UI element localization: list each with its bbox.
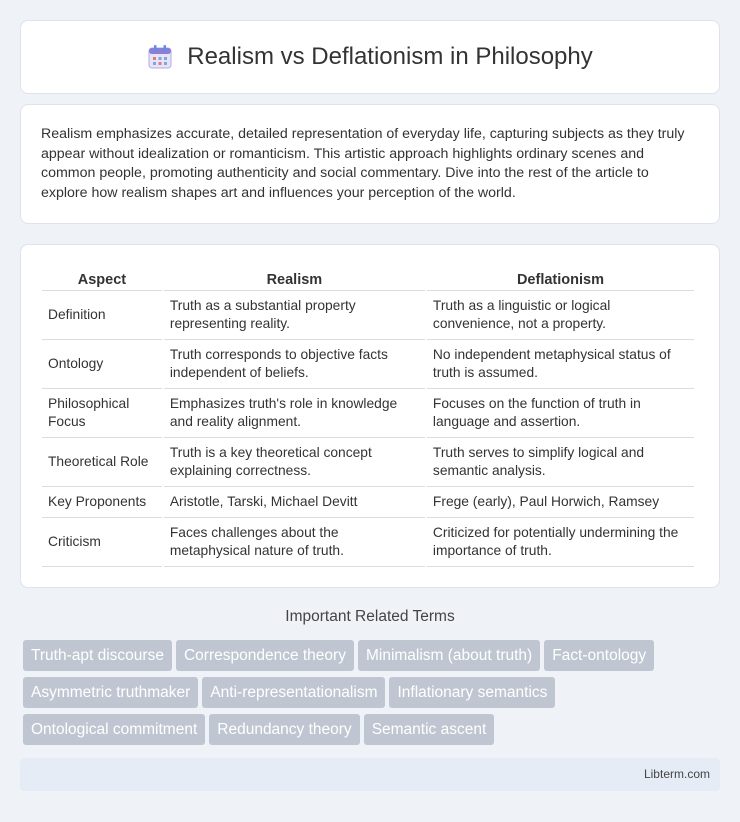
deflationism-cell: No independent metaphysical status of truth is assumed.	[427, 340, 694, 389]
related-term-tag[interactable]: Correspondence theory	[176, 640, 354, 671]
table-row	[42, 438, 694, 487]
column-header-realism: Realism	[164, 265, 425, 291]
aspect-cell: Key Proponents	[42, 487, 162, 518]
related-term-tag[interactable]: Fact-ontology	[544, 640, 654, 671]
related-term-tag[interactable]: Asymmetric truthmaker	[23, 677, 198, 708]
deflationism-cell: Truth as a linguistic or logical convenience, not a property.	[427, 291, 694, 340]
deflationism-cell: Focuses on the function of truth in language and assertion.	[427, 389, 694, 438]
intro-text: Realism emphasizes accurate, detailed representation of everyday life, capturing subjects as they truly appear without idealization or romanticism. This artistic approach highlights ordinary scenes and common people, promoting authenticity and social commentary. Dive into the rest of the article to explore how realism shapes art and influences your perception of the world.	[41, 126, 685, 201]
realism-cell: Truth as a substantial property representing reality.	[164, 291, 425, 340]
realism-cell: Truth corresponds to objective facts independent of beliefs.	[164, 340, 425, 389]
column-header-aspect: Aspect	[42, 265, 162, 291]
header-card	[20, 20, 720, 94]
realism-cell: Truth is a key theoretical concept explaining correctness.	[164, 438, 425, 487]
deflationism-cell: Frege (early), Paul Horwich, Ramsey	[427, 487, 694, 518]
table-row	[42, 389, 694, 438]
aspect-cell: Philosophical Focus	[42, 389, 162, 438]
aspect-cell: Ontology	[42, 340, 162, 389]
related-term-tag[interactable]: Redundancy theory	[209, 714, 359, 745]
comparison-table	[40, 265, 696, 567]
comparison-table-card	[20, 244, 720, 588]
realism-cell: Faces challenges about the metaphysical nature of truth.	[164, 518, 425, 567]
footer-site-link[interactable]: Libterm.com	[643, 767, 710, 781]
page-title: Realism vs Deflationism in Philosophy	[187, 43, 593, 70]
related-term-tag[interactable]: Inflationary semantics	[389, 677, 555, 708]
related-terms-title: Important Related Terms	[285, 608, 455, 625]
related-term-tag[interactable]: Minimalism (about truth)	[358, 640, 540, 671]
table-row	[42, 340, 694, 389]
intro-card	[20, 104, 720, 224]
column-header-deflationism: Deflationism	[427, 265, 694, 291]
aspect-cell: Definition	[42, 291, 162, 340]
deflationism-cell: Truth serves to simplify logical and semantic analysis.	[427, 438, 694, 487]
deflationism-cell: Criticized for potentially undermining the importance of truth.	[427, 518, 694, 567]
related-term-tag[interactable]: Semantic ascent	[364, 714, 495, 745]
table-row	[42, 487, 694, 518]
related-term-tag[interactable]: Anti-representationalism	[202, 677, 385, 708]
footer	[20, 758, 720, 791]
aspect-cell: Theoretical Role	[42, 438, 162, 487]
related-term-tag[interactable]: Truth-apt discourse	[23, 640, 172, 671]
related-terms-list	[20, 640, 720, 751]
table-row	[42, 518, 694, 567]
realism-cell: Aristotle, Tarski, Michael Devitt	[164, 487, 425, 518]
related-term-tag[interactable]: Ontological commitment	[23, 714, 205, 745]
realism-cell: Emphasizes truth's role in knowledge and reality alignment.	[164, 389, 425, 438]
aspect-cell: Criticism	[42, 518, 162, 567]
table-row	[42, 291, 694, 340]
calendar-icon	[147, 44, 173, 70]
